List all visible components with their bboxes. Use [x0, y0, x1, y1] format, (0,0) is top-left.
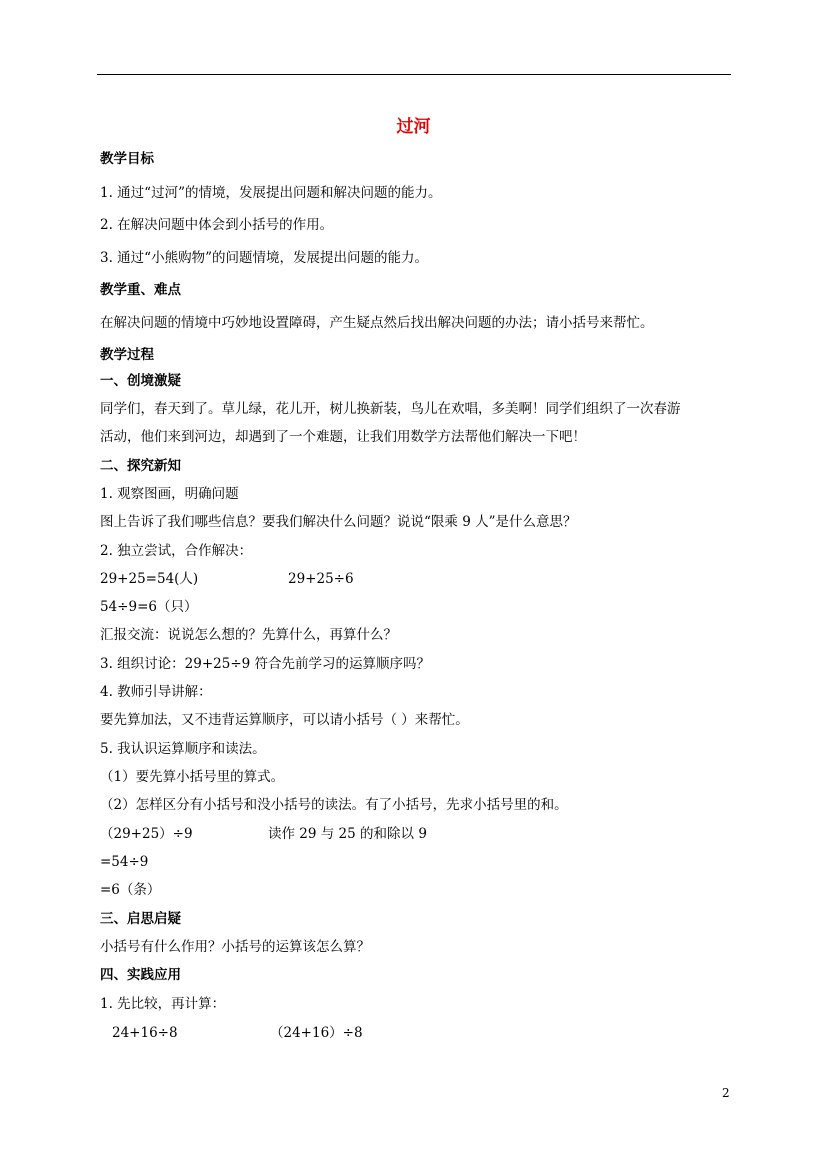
step-2: 2. 独立尝试，合作解决： [100, 543, 253, 559]
step-5-item-1: （1）要先算小括号里的算式。 [100, 769, 285, 785]
heading-section-3: 三、启思启疑 [100, 911, 181, 927]
equation-3: 54÷9=6（只） [100, 599, 198, 615]
expression-step-2: =6（条） [100, 882, 161, 898]
paragraph-line: 活动，他们来到河边，却遇到了一个难题，让我们用数学方法帮他们解决一下吧！ [100, 429, 586, 445]
practice-expression-2: （24+16）÷8 [270, 1025, 363, 1041]
page-number: 2 [722, 1086, 730, 1100]
heading-teaching-goals: 教学目标 [100, 151, 154, 167]
report-exchange: 汇报交流：说说怎么想的？先算什么，再算什么？ [100, 627, 397, 643]
paragraph-line: 同学们，春天到了。草儿绿，花儿开，树儿换新装，鸟儿在欢唱，多美啊！同学们组织了一次春游 [100, 401, 681, 417]
document-title: 过河 [396, 117, 431, 137]
step-5-item-2: （2）怎样区分有小括号和没小括号的读法。有了小括号，先求小括号里的和。 [100, 797, 568, 813]
step-4-text: 要先算加法，又不违背运算顺序，可以请小括号（ ）来帮忙。 [100, 712, 469, 728]
expression-parenthesized: （29+25）÷9 [100, 826, 193, 842]
heading-key-difficult: 教学重、难点 [100, 282, 181, 298]
practice-expression-1: 24+16÷8 [112, 1025, 178, 1041]
heading-teaching-process: 教学过程 [100, 347, 154, 363]
expression-reading: 读作 29 与 25 的和除以 9 [268, 826, 427, 842]
step-3: 3. 组织讨论：29+25÷9 符合先前学习的运算顺序吗？ [100, 656, 431, 672]
equation-2: 29+25÷6 [288, 571, 354, 587]
heading-section-2: 二、探究新知 [100, 458, 181, 474]
step-4: 4. 教师引导讲解： [100, 684, 212, 700]
goal-3: 3. 通过“小熊购物”的问题情境，发展提出问题的能力。 [100, 250, 428, 266]
goal-1: 1. 通过“过河”的情境，发展提出问题和解决问题的能力。 [100, 185, 442, 201]
step-1: 1. 观察图画，明确问题 [100, 486, 239, 502]
key-difficult-text: 在解决问题的情境中巧妙地设置障碍，产生疑点然后找出解决问题的办法；请小括号来帮忙。 [100, 315, 654, 331]
step-1-question: 图上告诉了我们哪些信息？要我们解决什么问题？说说“限乘 9 人”是什么意思？ [100, 514, 577, 530]
header-rule [97, 74, 731, 75]
heading-section-4: 四、实践应用 [100, 967, 181, 983]
practice-1: 1. 先比较，再计算： [100, 996, 226, 1012]
step-5: 5. 我认识运算顺序和读法。 [100, 741, 266, 757]
section-3-text: 小括号有什么作用？小括号的运算该怎么算？ [100, 939, 370, 955]
goal-2: 2. 在解决问题中体会到小括号的作用。 [100, 217, 334, 233]
heading-section-1: 一、创境激疑 [100, 373, 181, 389]
expression-step-1: =54÷9 [100, 854, 149, 870]
equation-1: 29+25=54(人) [100, 571, 199, 587]
